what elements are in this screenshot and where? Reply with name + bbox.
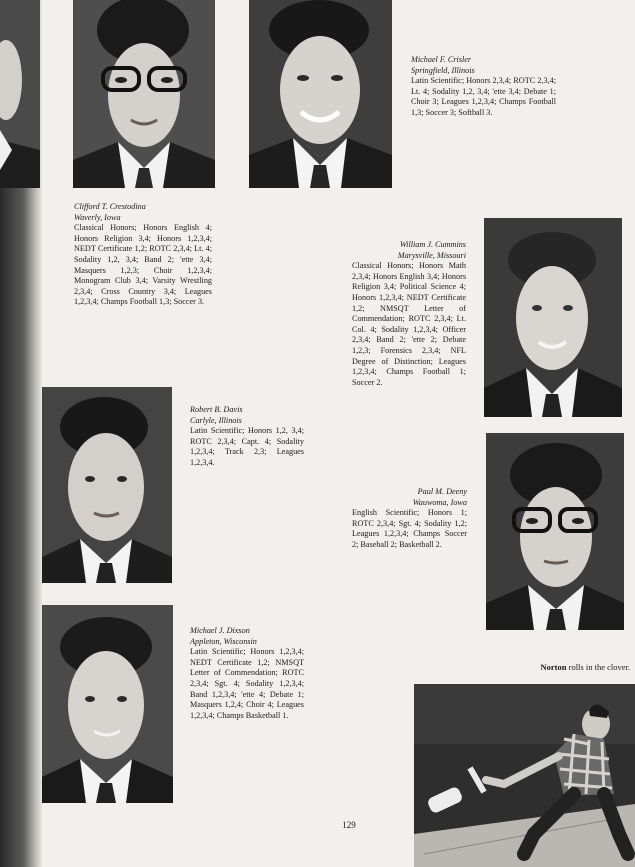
bio-dixson <box>190 626 304 721</box>
student-name: William J. Cummins <box>399 240 466 249</box>
bio-davis <box>190 405 304 469</box>
student-hometown: Wauwoma, Iowa <box>412 497 467 507</box>
page-gutter <box>0 0 42 867</box>
portrait-davis <box>42 387 172 583</box>
bio-crestodina <box>74 202 212 308</box>
student-hometown: Carlyle, Illinois <box>190 415 242 425</box>
portrait-deeny <box>486 433 624 630</box>
student-name: Clifford T. Crestodina <box>74 202 146 211</box>
student-activities: English Scientific; Honors 1; ROTC 2,3,4; Sgt. 4; Sodality 1,2; Leagues 1,2,3,4; Champs Soccer 2; Baseball 2; Basketball 2. <box>352 508 467 549</box>
portrait-dixson <box>42 605 173 803</box>
student-hometown: Waverly, Iowa <box>74 212 121 222</box>
student-name: Robert B. Davis <box>190 405 243 414</box>
student-activities: Latin Scientific; Honors 2,3,4; ROTC 2,3,4; Lt. 4; Sodality 1,2, 3,4; 'ette 3,4; Debate 1; Choir 3; Leagues 1,2,3,4; Champs Football 1,3; Soccer 3; Softball 3. <box>411 76 556 117</box>
student-name: Michael F. Crisler <box>411 55 472 64</box>
student-name: Paul M. Deeny <box>417 487 467 496</box>
student-activities: Latin Scientific; Honors 1,2,3,4; NEDT Certificate 1,2; NMSQT Letter of Commendation; ROTC 2,3,4; Sgt. 4; Sodality 1,2,3,4; Band 1,2,3,4; 'ette 4; Debate 1; Masquers 1,2,4; Choir 4; Leagues 1,2,3,4; Champs Basketball 1. <box>190 647 304 720</box>
student-name: Michael J. Dixson <box>190 626 250 635</box>
caption-subject: Norton <box>540 662 567 672</box>
student-activities: Classical Honors; Honors English 4; Honors Religion 3,4; Honors 1,2,3,4; NEDT Certificate 1,2; ROTC 2,3,4; Lt. 4; Sodality 1,2, 3,4; Band 2; 'ette 3,4; Masquers 1,2,3; Choir 1,2,3,4; Monogram Club 3,4; Varsity Wrestling 2,3,4; Cross Country 3,4; Leagues 1,2,3,4; Champs Football 1,3; Soccer 3. <box>74 223 212 307</box>
student-hometown: Marysville, Missouri <box>397 250 466 260</box>
candid-photo-roller <box>414 684 635 867</box>
bio-deeny <box>352 487 467 551</box>
page-number: 129 <box>342 820 356 830</box>
bio-crisler <box>411 55 556 119</box>
photo-caption <box>520 662 630 672</box>
student-hometown: Springfield, Illinois <box>411 65 475 75</box>
cropped-portrait-left-edge <box>0 0 40 188</box>
student-hometown: Appleton, Wisconsin <box>190 636 257 646</box>
portrait-crisler <box>249 0 392 188</box>
student-activities: Latin Scientific; Honors 1,2, 3,4; ROTC 2,3,4; Capt. 4; Sodality 1,2,3,4; Track 2,3; Leagues 1,2,3,4. <box>190 426 304 467</box>
student-activities: Classical Honors; Honors Math 2,3,4; Honors English 3,4; Honors Religion 3,4; Political Science 4; Honors 1,2,3,4; NEDT Certificate 1,2; NMSQT Letter of Commendation; ROTC 2,3,4; Lt. Col. 4; Sodality 1,2,3,4; Officer 2,3,4; Band 2; 'ette 2; Debate 1,2,3; Forensics 2,3,4; NFL Degree of Distinction; Leagues 1,2,3,4; Champs Football 1; Soccer 2. <box>352 261 466 387</box>
caption-text: rolls in the clover. <box>566 662 630 672</box>
portrait-cummins <box>484 218 622 417</box>
portrait-crestodina <box>73 0 215 188</box>
bio-cummins <box>352 240 466 388</box>
